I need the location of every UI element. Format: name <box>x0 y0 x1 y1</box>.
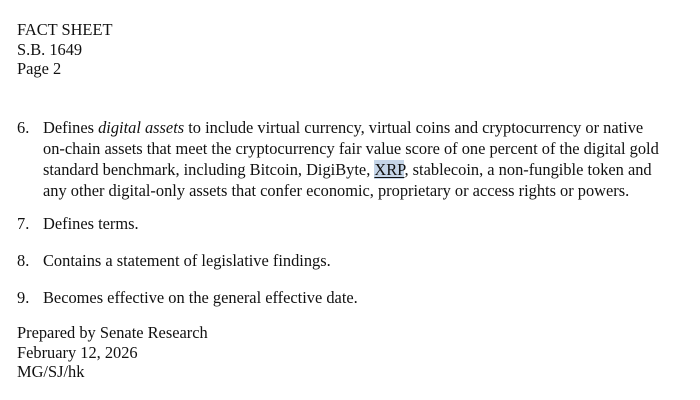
list-item-number: 7. <box>17 214 30 233</box>
author-initials: MG/SJ/hk <box>17 362 85 381</box>
list-item-number: 8. <box>17 251 30 270</box>
list-item-text: Contains a statement of legislative findings. <box>43 251 331 270</box>
item-6-line-3: standard benchmark, including Bitcoin, DigiByte, XRP, stablecoin, a non-fungible token and <box>43 160 652 179</box>
header-title: FACT SHEET <box>17 20 113 39</box>
item-6-line-1: Defines digital assets to include virtual currency, virtual coins and cryptocurrency or native <box>43 118 644 137</box>
list-item-6 <box>17 117 687 201</box>
list-item-text <box>43 117 687 201</box>
header-page-number: Page 2 <box>17 59 62 78</box>
list-item-9 <box>17 287 687 308</box>
list-item-number: 9. <box>17 288 30 307</box>
header-bill-number: S.B. 1649 <box>17 39 83 59</box>
defined-term: digital assets <box>98 118 185 137</box>
item-6-line-2: on-chain assets that meet the cryptocurrency fair value score of one percent of the digital gold <box>43 139 659 158</box>
list-item-8 <box>17 250 687 271</box>
document-footer <box>17 323 208 382</box>
list-item-number: 6. <box>17 118 30 137</box>
list-item-text: Becomes effective on the general effective date. <box>43 288 358 307</box>
prepared-date: February 12, 2026 <box>17 342 138 362</box>
prepared-by: Prepared by Senate Research <box>17 323 208 342</box>
list-item-7 <box>17 213 687 234</box>
item-6-line-4: any other digital-only assets that confer economic, proprietary or access rights or powers. <box>43 181 630 200</box>
list-item-text: Defines terms. <box>43 214 139 233</box>
document-header <box>17 20 112 79</box>
highlighted-text-selection[interactable]: XRP <box>374 160 405 179</box>
